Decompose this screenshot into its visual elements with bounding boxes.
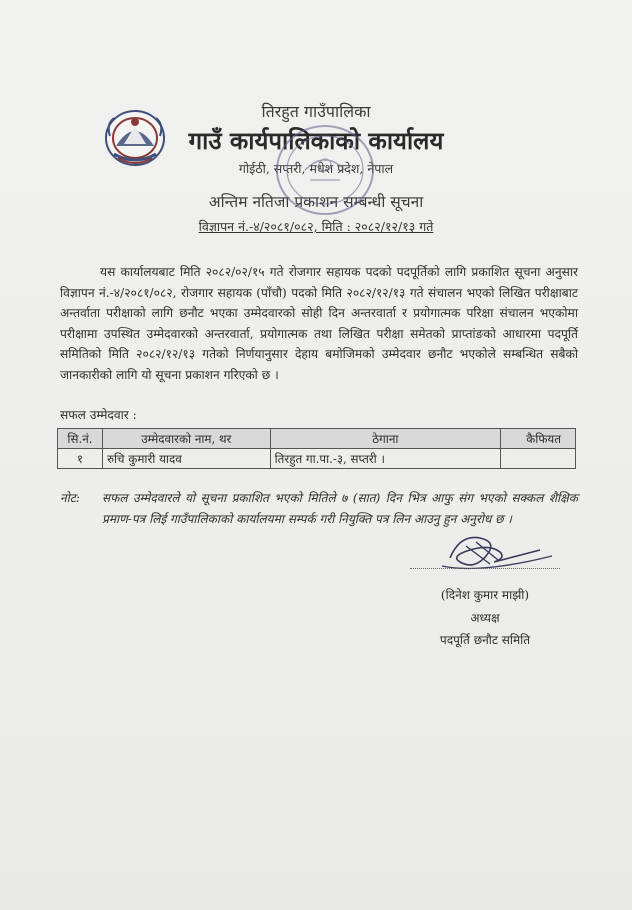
header-remarks: कैफियत bbox=[501, 429, 576, 449]
municipality-name: तिरहुत गाउँपालिका bbox=[261, 102, 371, 121]
signatory-block bbox=[405, 584, 565, 652]
notice-title: अन्तिम नतिजा प्रकाशन सम्बन्धी सूचना bbox=[208, 193, 424, 211]
table-row bbox=[58, 449, 576, 469]
cell-address: तिरहुत गा.पा.-३, सप्तरी । bbox=[270, 449, 500, 469]
signature-line bbox=[410, 568, 560, 569]
signatory-role: अध्यक्ष bbox=[470, 610, 500, 625]
note-text: सफल उम्मेदवारले यो सूचना प्रकाशित भएको मितिले ७ (सात) दिन भित्र आफु संग भएको सक्कल शैक्षिक प्रमाण-पत्र लिई गाउँपालिकाको कार्यालयमा सम्पर्क गरी नियुक्ति पत्र लिन आउनु हुन अनुरोध छ । bbox=[102, 491, 578, 526]
successful-candidates-label: सफल उम्मेदवार : bbox=[60, 408, 137, 422]
office-address: गोईठी, सप्तरी, मधेश प्रदेश, नेपाल bbox=[238, 161, 394, 176]
signatory-name: (दिनेश कुमार माझी) bbox=[440, 588, 530, 602]
office-title: गाउँ कार्यपालिकाको कार्यालय bbox=[188, 126, 444, 155]
cell-candidate-name: रुचि कुमारी यादव bbox=[102, 449, 270, 469]
table-header-row bbox=[58, 429, 576, 449]
handwritten-signature bbox=[420, 528, 560, 584]
cell-serial-number: १ bbox=[58, 449, 103, 469]
header-serial-number: सि.नं. bbox=[58, 429, 103, 449]
note-label: नोट: bbox=[60, 491, 80, 505]
result-table bbox=[57, 428, 576, 469]
official-stamp-icon bbox=[270, 120, 380, 220]
header-candidate-name: उम्मेदवारको नाम, थर bbox=[102, 429, 270, 449]
note-block bbox=[60, 488, 578, 529]
header-address: ठेगाना bbox=[270, 429, 500, 449]
notice-paragraph: यस कार्यालयबाट मिति २०८२/०२/१५ गते रोजगार सहायक पदको पदपूर्तिको लागि प्रकाशित सूचना अनुसार विज्ञापन नं.-४/२०८१/०८२, रोजगार सहायक (पाँचौ) पदको मिति २०८२/१२/१३ गते संचालन भएको लिखित परीक्षाबाट अन्तर्वाता परीक्षाको लागि छनौट भएका उम्मेदवारको सोही दिन अन्तरवार्ता र प्रयोगात्मक परिक्षा संचालन भएकोमा परीक्षामा उपस्थित उम्मेदवारको अन्तरवार्ता, प्रयोगात्मक तथा लिखित परीक्षा समेतको प्राप्तांङको आधारमा पदपूर्ति समितिको मिति २०८२/१२/१३ गतेको निर्णयानुसार देहाय बमोजिमको उम्मेदवार छनौट भएकोले सम्बन्धित सबैको जानकारीको लागि यो सूचना प्रकाशन गरिएको छ । bbox=[60, 265, 578, 382]
advertisement-reference: विज्ञापन नं.-४/२०८१/०८२, मिति : २०८२/१२/१३ गते bbox=[198, 219, 434, 234]
signatory-committee: पदपूर्ति छनौट समिति bbox=[439, 633, 531, 647]
cell-remarks bbox=[501, 449, 576, 469]
